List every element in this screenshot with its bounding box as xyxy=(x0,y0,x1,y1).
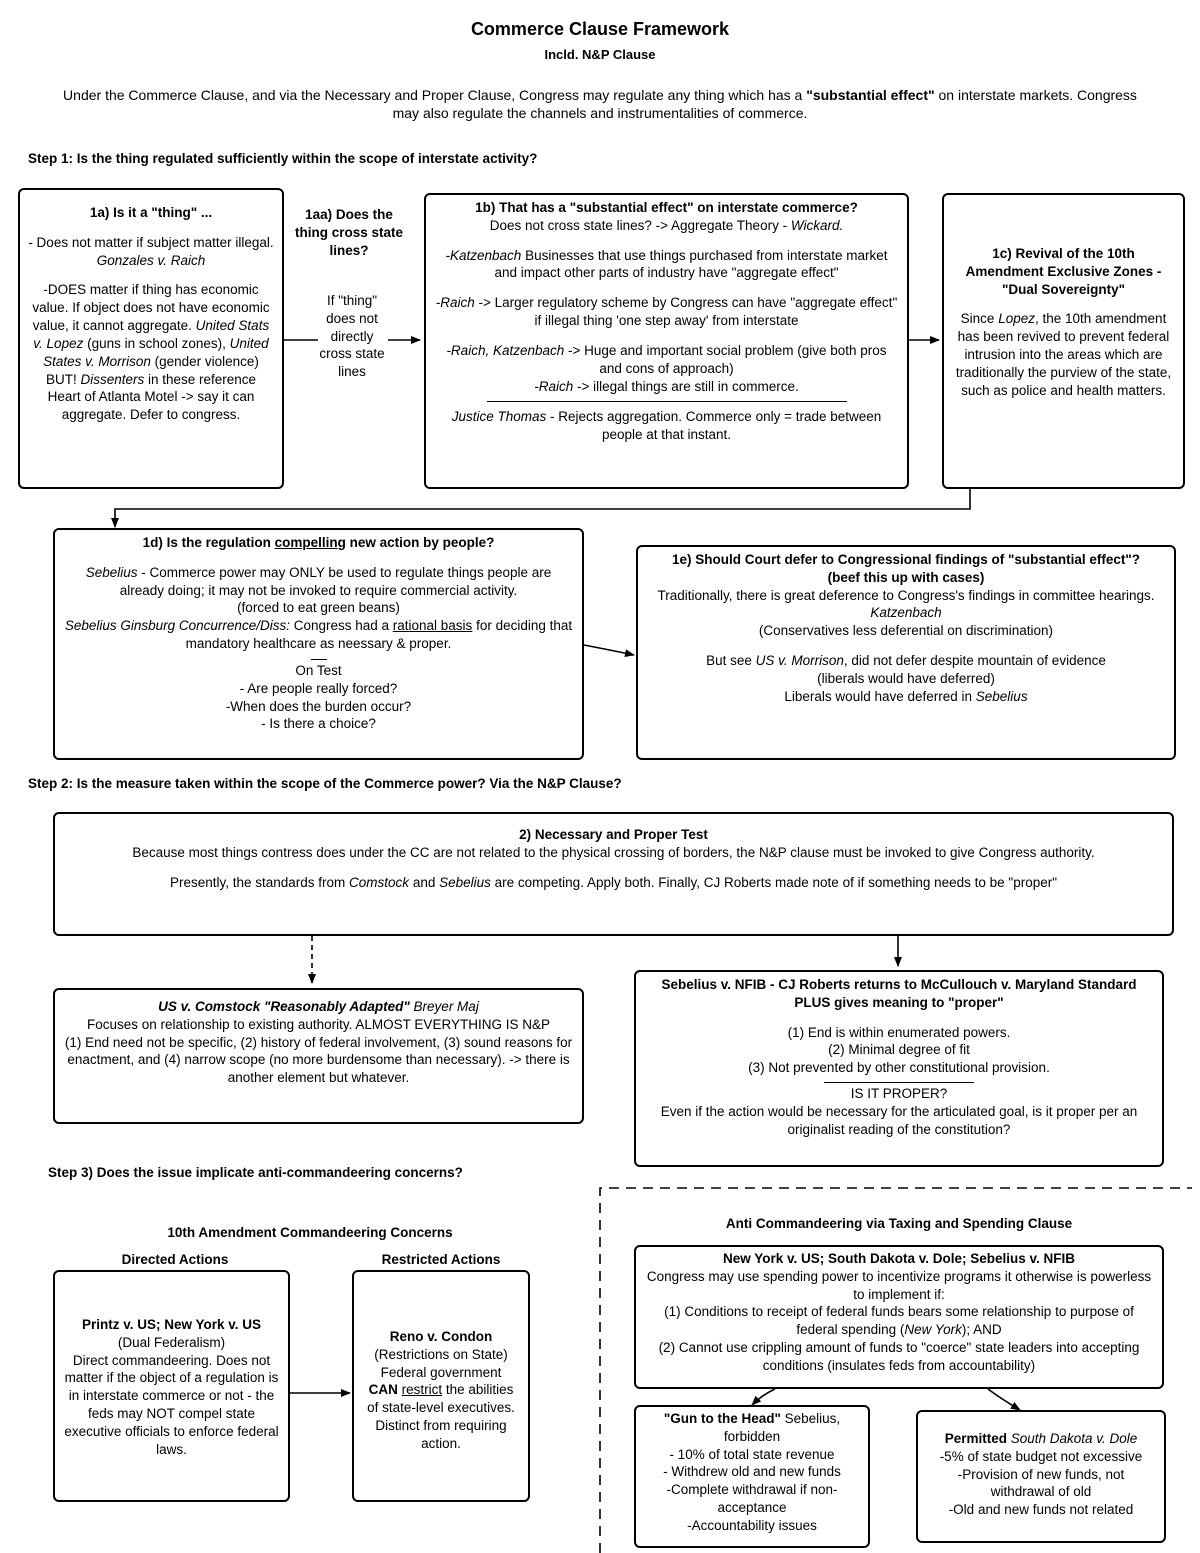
box-anti xyxy=(634,1245,1164,1389)
box-1e-line3: (Conservatives less deferential on discrimination) xyxy=(758,623,1054,639)
intro-text-b: "substantial effect" xyxy=(806,87,935,103)
box-anti-line1: Congress may use spending power to incentivize programs it otherwise is powerless to implement if: xyxy=(646,1268,1152,1302)
box-nfib-line4: IS IT PROPER? xyxy=(850,1086,948,1102)
box-gun-line4: -Accountability issues xyxy=(687,1517,817,1533)
box-comstock-line1: Focuses on relationship to existing authority. ALMOST EVERYTHING IS N&P xyxy=(87,1016,550,1032)
arrow-anti-gun xyxy=(752,1389,775,1405)
box-1b-line1: Does not cross state lines? -> Aggregate Theory - Wickard. xyxy=(489,217,844,233)
page-subtitle: Incld. N&P Clause xyxy=(544,46,656,62)
box-1c-body: Since Lopez, the 10th amendment has been revived to prevent federal intrusion into the areas which are traditionally the purview of the state, such as police and health matters. xyxy=(955,311,1172,398)
box-anti-line2: (1) Conditions to receipt of federal funds bears some relationship to purpose of federal spending (New York); AND xyxy=(664,1304,1134,1338)
box-reno-line1: (Restrictions on State) xyxy=(374,1346,508,1362)
box-1b-line3: -Raich -> Larger regulatory scheme by Congress can have "aggregate effect" if illegal thing 'one step away' from interstate xyxy=(435,295,898,329)
box-2-title: 2) Necessary and Proper Test xyxy=(519,827,708,842)
box-1d-line7: - Is there a choice? xyxy=(261,716,376,732)
box-1e-subtitle: (beef this up with cases) xyxy=(827,569,985,585)
box-1e-line6: Liberals would have deferred in Sebelius xyxy=(784,688,1028,704)
box-comstock xyxy=(53,988,584,1124)
box-1b-title: 1b) That has a "substantial effect" on interstate commerce? xyxy=(475,200,858,215)
box-printz xyxy=(53,1270,290,1502)
box-1a-title: 1a) Is it a "thing" ... xyxy=(89,205,213,220)
box-1aa-body: If "thing" does not directly cross state lines xyxy=(319,293,385,380)
step3-heading: Step 3) Does the issue implicate anti-commandeering concerns? xyxy=(48,1165,463,1180)
intro-text-a: Under the Commerce Clause, and via the Necessary and Proper Clause, Congress may regulate any thing which has a xyxy=(63,87,807,103)
box-permitted xyxy=(916,1410,1166,1543)
box-reno-title: Reno v. Condon xyxy=(389,1329,493,1344)
box-1b-line2: -Katzenbach Businesses that use things purchased from interstate market and impact other parts of industry have "aggregate effect" xyxy=(445,247,888,281)
box-1d xyxy=(53,528,584,760)
box-1b-divider xyxy=(487,401,847,402)
box-1d-line4: On Test xyxy=(295,662,342,678)
box-permitted-line3: -Old and new funds not related xyxy=(948,1502,1134,1518)
box-nfib-divider xyxy=(824,1082,974,1083)
box-1aa-title: 1aa) Does the thing cross state lines? xyxy=(294,207,404,258)
box-gun-line2: - Withdrew old and new funds xyxy=(663,1464,841,1480)
box-1b-line4: -Raich, Katzenbach -> Huge and important social problem (give both pros and cons of approach) xyxy=(446,342,887,376)
box-permitted-line1: -5% of state budget not excessive xyxy=(939,1448,1143,1464)
box-gun-title: "Gun to the Head" Sebelius, forbidden xyxy=(663,1411,841,1444)
box-1c xyxy=(942,193,1185,489)
arrow-1c-1d xyxy=(115,489,970,527)
box-printz-line2: Direct commandeering. Does not matter if the object of a regulation is in interstate commerce or not - the feds may NOT compel state executive officials to enforce federal laws. xyxy=(64,1352,279,1457)
box-gun-to-head xyxy=(634,1405,870,1548)
step2-heading: Step 2: Is the measure taken within the scope of the Commerce power? Via the N&P Clause? xyxy=(28,776,622,791)
box-1b-line6: Justice Thomas - Rejects aggregation. Commerce only = trade between people at that instant. xyxy=(451,409,882,443)
box-nfib xyxy=(634,970,1164,1167)
box-2-line2: Presently, the standards from Comstock and Sebelius are competing. Apply both. Finally, CJ Roberts made note of if something needs to be "proper" xyxy=(169,874,1058,890)
intro-paragraph xyxy=(60,86,1140,123)
box-permitted-line2: -Provision of new funds, not withdrawal of old xyxy=(957,1466,1125,1500)
anti-heading: Anti Commandeering via Taxing and Spending Clause xyxy=(725,1216,1073,1231)
box-1d-divider xyxy=(311,659,327,660)
box-nfib-line2: (2) Minimal degree of fit xyxy=(828,1042,970,1058)
box-gun-line3: -Complete withdrawal if non-acceptance xyxy=(666,1482,838,1516)
box-1d-title: 1d) Is the regulation compelling new action by people? xyxy=(142,535,495,550)
box-1aa xyxy=(294,206,404,259)
box-1e-line1: Traditionally, there is great deference to Congress's findings in committee hearings. xyxy=(657,587,1155,603)
box-1e-title: 1e) Should Court defer to Congressional findings of "substantial effect"? xyxy=(671,552,1141,567)
restricted-actions-heading: Restricted Actions xyxy=(381,1252,501,1267)
box-nfib-title: Sebelius v. NFIB - CJ Roberts returns to McCullouch v. Maryland Standard PLUS gives meaning to "proper" xyxy=(661,977,1137,1010)
box-anti-line3: (2) Cannot use crippling amount of funds to "coerce" state leaders into accepting conditions (insulates feds from accountability) xyxy=(658,1340,1140,1373)
directed-actions-heading: Directed Actions xyxy=(121,1252,229,1267)
box-comstock-line2: (1) End need not be specific, (2) history of federal involvement, (3) sound reasons for enactment, and (4) narrow scope (no more burdensome than necessary). -> there is another element but whatever. xyxy=(64,1034,573,1086)
box-reno-line3: CAN restrict the abilities of state-level executives. Distinct from requiring action. xyxy=(367,1382,515,1451)
box-2-line1: Because most things contress does under the CC are not related to the physical crossing of borders, the N&P clause must be invoked to give Congress authority. xyxy=(132,844,1095,860)
box-1e-line4: But see US v. Morrison, did not defer despite mountain of evidence xyxy=(706,653,1106,669)
arrow-1d-1e xyxy=(584,645,634,655)
box-1d-line6: -When does the burden occur? xyxy=(225,698,412,714)
box-gun-line1: - 10% of total state revenue xyxy=(669,1446,835,1462)
box-1b-line5: -Raich -> illegal things are still in commerce. xyxy=(534,378,799,394)
box-1a-p1: - Does not matter if subject matter illegal. Gonzales v. Raich xyxy=(28,234,274,268)
box-1d-line1: Sebelius - Commerce power may ONLY be used to regulate things people are already doing; it may not be invoked to require commercial activity. xyxy=(85,564,552,598)
box-1e-line2: Katzenbach xyxy=(870,605,942,621)
page-title: Commerce Clause Framework xyxy=(470,19,730,39)
box-1c-title: 1c) Revival of the 10th Amendment Exclusive Zones - "Dual Sovereignty" xyxy=(965,246,1162,297)
box-1b xyxy=(424,193,909,489)
box-printz-title: Printz v. US; New York v. US xyxy=(81,1317,262,1332)
box-1e-line5: (liberals would have deferred) xyxy=(817,670,995,686)
step1-heading: Step 1: Is the thing regulated sufficiently within the scope of interstate activity? xyxy=(28,151,538,166)
intro-text-c: on interstate markets. Congress may also regulate the channels and instrumentalities of commerce. xyxy=(392,87,1137,122)
box-2 xyxy=(53,812,1174,936)
box-permitted-title: Permitted South Dakota v. Dole xyxy=(944,1431,1138,1446)
box-1a xyxy=(18,188,284,489)
box-reno xyxy=(352,1270,530,1502)
box-anti-title: New York v. US; South Dakota v. Dole; Sebelius v. NFIB xyxy=(722,1251,1076,1266)
page-title-block xyxy=(300,18,900,63)
box-1d-line3: Sebelius Ginsburg Concurrence/Diss: Congress had a rational basis for deciding that mandatory healthcare as neessary & proper. xyxy=(64,618,573,652)
box-1d-line5: - Are people really forced? xyxy=(239,680,398,696)
box-1d-line2: (forced to eat green beans) xyxy=(237,600,400,616)
box-nfib-line5: Even if the action would be necessary for the articulated goal, is it proper per an originalist reading of the constitution? xyxy=(660,1103,1138,1137)
box-reno-line2: Federal government xyxy=(380,1364,502,1380)
box-printz-line1: (Dual Federalism) xyxy=(117,1334,226,1350)
box-nfib-line1: (1) End is within enumerated powers. xyxy=(787,1024,1011,1040)
box-comstock-title: US v. Comstock "Reasonably Adapted" Breyer Maj xyxy=(158,999,479,1014)
box-nfib-line3: (3) Not prevented by other constitutional provision. xyxy=(748,1060,1050,1076)
box-1a-p2: -DOES matter if thing has economic value. If object does not have economic value, it cannot aggregate. United Stats v. Lopez (guns in school zones), United States v. Morrison (gender violence) BUT! Dissenters in these reference Heart of Atlanta Motel -> say it can aggregate. Defer to congress. xyxy=(32,282,270,423)
arrow-anti-permitted xyxy=(988,1389,1020,1410)
box-1e xyxy=(636,545,1176,760)
tenth-heading: 10th Amendment Commandeering Concerns xyxy=(167,1225,453,1240)
